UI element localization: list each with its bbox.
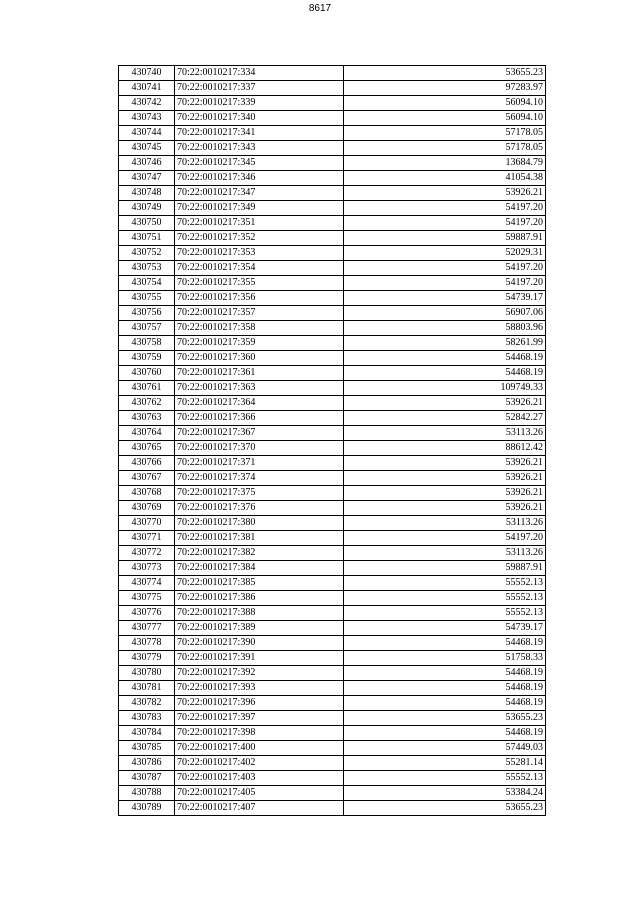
table-row xyxy=(119,66,546,81)
table-row xyxy=(119,561,546,576)
value-cell: 54197.20 xyxy=(344,216,546,231)
table-row xyxy=(119,306,546,321)
registry-table xyxy=(118,65,546,816)
cadastral-number-cell: 70:22:0010217:376 xyxy=(175,501,344,516)
value-cell: 54739.17 xyxy=(344,291,546,306)
table-row xyxy=(119,486,546,501)
row-id-cell: 430748 xyxy=(119,186,175,201)
row-id-cell: 430786 xyxy=(119,756,175,771)
table-row xyxy=(119,246,546,261)
row-id-cell: 430750 xyxy=(119,216,175,231)
value-cell: 53926.21 xyxy=(344,396,546,411)
table-row xyxy=(119,801,546,816)
value-cell: 54468.19 xyxy=(344,351,546,366)
table-row xyxy=(119,276,546,291)
table-row xyxy=(119,576,546,591)
table-row xyxy=(119,111,546,126)
row-id-cell: 430744 xyxy=(119,126,175,141)
cadastral-number-cell: 70:22:0010217:346 xyxy=(175,171,344,186)
cadastral-number-cell: 70:22:0010217:360 xyxy=(175,351,344,366)
cadastral-number-cell: 70:22:0010217:370 xyxy=(175,441,344,456)
value-cell: 53926.21 xyxy=(344,486,546,501)
table-row xyxy=(119,321,546,336)
cadastral-number-cell: 70:22:0010217:367 xyxy=(175,426,344,441)
value-cell: 57178.05 xyxy=(344,126,546,141)
cadastral-number-cell: 70:22:0010217:396 xyxy=(175,696,344,711)
table-row xyxy=(119,411,546,426)
table-row xyxy=(119,516,546,531)
row-id-cell: 430788 xyxy=(119,786,175,801)
cadastral-number-cell: 70:22:0010217:393 xyxy=(175,681,344,696)
value-cell: 55552.13 xyxy=(344,576,546,591)
row-id-cell: 430780 xyxy=(119,666,175,681)
cadastral-number-cell: 70:22:0010217:357 xyxy=(175,306,344,321)
value-cell: 57449.03 xyxy=(344,741,546,756)
page-number: 8617 xyxy=(308,3,332,14)
table-row xyxy=(119,141,546,156)
cadastral-number-cell: 70:22:0010217:334 xyxy=(175,66,344,81)
table-row xyxy=(119,366,546,381)
value-cell: 53655.23 xyxy=(344,66,546,81)
table-row xyxy=(119,231,546,246)
cadastral-number-cell: 70:22:0010217:351 xyxy=(175,216,344,231)
cadastral-number-cell: 70:22:0010217:391 xyxy=(175,651,344,666)
value-cell: 59887.91 xyxy=(344,231,546,246)
value-cell: 56907.06 xyxy=(344,306,546,321)
cadastral-number-cell: 70:22:0010217:349 xyxy=(175,201,344,216)
value-cell: 54197.20 xyxy=(344,201,546,216)
cadastral-number-cell: 70:22:0010217:354 xyxy=(175,261,344,276)
table-row xyxy=(119,591,546,606)
value-cell: 56094.10 xyxy=(344,96,546,111)
value-cell: 53113.26 xyxy=(344,546,546,561)
row-id-cell: 430766 xyxy=(119,456,175,471)
cadastral-number-cell: 70:22:0010217:337 xyxy=(175,81,344,96)
table-row xyxy=(119,126,546,141)
cadastral-number-cell: 70:22:0010217:388 xyxy=(175,606,344,621)
cadastral-number-cell: 70:22:0010217:397 xyxy=(175,711,344,726)
table-row xyxy=(119,531,546,546)
row-id-cell: 430763 xyxy=(119,411,175,426)
table-row xyxy=(119,651,546,666)
value-cell: 58261.99 xyxy=(344,336,546,351)
row-id-cell: 430782 xyxy=(119,696,175,711)
value-cell: 54197.20 xyxy=(344,531,546,546)
row-id-cell: 430755 xyxy=(119,291,175,306)
cadastral-number-cell: 70:22:0010217:359 xyxy=(175,336,344,351)
cadastral-number-cell: 70:22:0010217:398 xyxy=(175,726,344,741)
row-id-cell: 430781 xyxy=(119,681,175,696)
cadastral-number-cell: 70:22:0010217:380 xyxy=(175,516,344,531)
value-cell: 59887.91 xyxy=(344,561,546,576)
value-cell: 54468.19 xyxy=(344,366,546,381)
value-cell: 88612.42 xyxy=(344,441,546,456)
table-row xyxy=(119,681,546,696)
row-id-cell: 430779 xyxy=(119,651,175,666)
cadastral-number-cell: 70:22:0010217:339 xyxy=(175,96,344,111)
row-id-cell: 430749 xyxy=(119,201,175,216)
cadastral-number-cell: 70:22:0010217:341 xyxy=(175,126,344,141)
value-cell: 52842.27 xyxy=(344,411,546,426)
row-id-cell: 430777 xyxy=(119,621,175,636)
row-id-cell: 430785 xyxy=(119,741,175,756)
row-id-cell: 430774 xyxy=(119,576,175,591)
table-row xyxy=(119,726,546,741)
value-cell: 53926.21 xyxy=(344,186,546,201)
table-row xyxy=(119,636,546,651)
value-cell: 55552.13 xyxy=(344,771,546,786)
row-id-cell: 430751 xyxy=(119,231,175,246)
row-id-cell: 430787 xyxy=(119,771,175,786)
table-row xyxy=(119,741,546,756)
row-id-cell: 430747 xyxy=(119,171,175,186)
row-id-cell: 430775 xyxy=(119,591,175,606)
cadastral-number-cell: 70:22:0010217:392 xyxy=(175,666,344,681)
cadastral-number-cell: 70:22:0010217:384 xyxy=(175,561,344,576)
table-row xyxy=(119,351,546,366)
cadastral-number-cell: 70:22:0010217:400 xyxy=(175,741,344,756)
table-row xyxy=(119,381,546,396)
cadastral-number-cell: 70:22:0010217:382 xyxy=(175,546,344,561)
cadastral-number-cell: 70:22:0010217:347 xyxy=(175,186,344,201)
table-row xyxy=(119,456,546,471)
value-cell: 53926.21 xyxy=(344,501,546,516)
cadastral-number-cell: 70:22:0010217:375 xyxy=(175,486,344,501)
value-cell: 54468.19 xyxy=(344,666,546,681)
value-cell: 51758.33 xyxy=(344,651,546,666)
value-cell: 53655.23 xyxy=(344,801,546,816)
row-id-cell: 430771 xyxy=(119,531,175,546)
row-id-cell: 430768 xyxy=(119,486,175,501)
table-row xyxy=(119,471,546,486)
row-id-cell: 430743 xyxy=(119,111,175,126)
table-row xyxy=(119,261,546,276)
table-row xyxy=(119,171,546,186)
table-row xyxy=(119,81,546,96)
value-cell: 54468.19 xyxy=(344,681,546,696)
row-id-cell: 430778 xyxy=(119,636,175,651)
row-id-cell: 430758 xyxy=(119,336,175,351)
row-id-cell: 430754 xyxy=(119,276,175,291)
value-cell: 41054.38 xyxy=(344,171,546,186)
row-id-cell: 430746 xyxy=(119,156,175,171)
row-id-cell: 430765 xyxy=(119,441,175,456)
table-row xyxy=(119,546,546,561)
row-id-cell: 430784 xyxy=(119,726,175,741)
value-cell: 54468.19 xyxy=(344,726,546,741)
cadastral-number-cell: 70:22:0010217:343 xyxy=(175,141,344,156)
row-id-cell: 430760 xyxy=(119,366,175,381)
row-id-cell: 430772 xyxy=(119,546,175,561)
cadastral-number-cell: 70:22:0010217:361 xyxy=(175,366,344,381)
table-row xyxy=(119,666,546,681)
table-row xyxy=(119,336,546,351)
value-cell: 53384.24 xyxy=(344,786,546,801)
table-row xyxy=(119,756,546,771)
row-id-cell: 430789 xyxy=(119,801,175,816)
table-row xyxy=(119,711,546,726)
registry-table-body xyxy=(119,66,546,816)
row-id-cell: 430783 xyxy=(119,711,175,726)
row-id-cell: 430745 xyxy=(119,141,175,156)
value-cell: 54468.19 xyxy=(344,696,546,711)
value-cell: 56094.10 xyxy=(344,111,546,126)
cadastral-number-cell: 70:22:0010217:353 xyxy=(175,246,344,261)
table-row xyxy=(119,201,546,216)
row-id-cell: 430741 xyxy=(119,81,175,96)
row-id-cell: 430752 xyxy=(119,246,175,261)
cadastral-number-cell: 70:22:0010217:352 xyxy=(175,231,344,246)
value-cell: 53926.21 xyxy=(344,456,546,471)
row-id-cell: 430753 xyxy=(119,261,175,276)
cadastral-number-cell: 70:22:0010217:356 xyxy=(175,291,344,306)
cadastral-number-cell: 70:22:0010217:374 xyxy=(175,471,344,486)
cadastral-number-cell: 70:22:0010217:390 xyxy=(175,636,344,651)
row-id-cell: 430740 xyxy=(119,66,175,81)
value-cell: 52029.31 xyxy=(344,246,546,261)
cadastral-number-cell: 70:22:0010217:405 xyxy=(175,786,344,801)
table-row xyxy=(119,426,546,441)
value-cell: 53113.26 xyxy=(344,516,546,531)
value-cell: 54197.20 xyxy=(344,261,546,276)
value-cell: 13684.79 xyxy=(344,156,546,171)
row-id-cell: 430764 xyxy=(119,426,175,441)
cadastral-number-cell: 70:22:0010217:358 xyxy=(175,321,344,336)
table-row xyxy=(119,156,546,171)
value-cell: 58803.96 xyxy=(344,321,546,336)
table-row xyxy=(119,696,546,711)
table-row xyxy=(119,441,546,456)
row-id-cell: 430767 xyxy=(119,471,175,486)
row-id-cell: 430757 xyxy=(119,321,175,336)
cadastral-number-cell: 70:22:0010217:381 xyxy=(175,531,344,546)
cadastral-number-cell: 70:22:0010217:363 xyxy=(175,381,344,396)
table-row xyxy=(119,96,546,111)
value-cell: 109749.33 xyxy=(344,381,546,396)
cadastral-number-cell: 70:22:0010217:371 xyxy=(175,456,344,471)
cadastral-number-cell: 70:22:0010217:355 xyxy=(175,276,344,291)
cadastral-number-cell: 70:22:0010217:389 xyxy=(175,621,344,636)
table-row xyxy=(119,621,546,636)
row-id-cell: 430742 xyxy=(119,96,175,111)
cadastral-number-cell: 70:22:0010217:402 xyxy=(175,756,344,771)
table-row xyxy=(119,396,546,411)
cadastral-number-cell: 70:22:0010217:407 xyxy=(175,801,344,816)
row-id-cell: 430769 xyxy=(119,501,175,516)
value-cell: 55552.13 xyxy=(344,591,546,606)
cadastral-number-cell: 70:22:0010217:366 xyxy=(175,411,344,426)
value-cell: 54739.17 xyxy=(344,621,546,636)
cadastral-number-cell: 70:22:0010217:340 xyxy=(175,111,344,126)
value-cell: 57178.05 xyxy=(344,141,546,156)
value-cell: 54468.19 xyxy=(344,636,546,651)
row-id-cell: 430756 xyxy=(119,306,175,321)
value-cell: 97283.97 xyxy=(344,81,546,96)
row-id-cell: 430773 xyxy=(119,561,175,576)
value-cell: 53655.23 xyxy=(344,711,546,726)
value-cell: 55281.14 xyxy=(344,756,546,771)
row-id-cell: 430770 xyxy=(119,516,175,531)
table-row xyxy=(119,186,546,201)
row-id-cell: 430762 xyxy=(119,396,175,411)
cadastral-number-cell: 70:22:0010217:345 xyxy=(175,156,344,171)
table-row xyxy=(119,606,546,621)
row-id-cell: 430776 xyxy=(119,606,175,621)
cadastral-number-cell: 70:22:0010217:386 xyxy=(175,591,344,606)
row-id-cell: 430761 xyxy=(119,381,175,396)
table-row xyxy=(119,501,546,516)
value-cell: 54197.20 xyxy=(344,276,546,291)
cadastral-number-cell: 70:22:0010217:364 xyxy=(175,396,344,411)
table-row xyxy=(119,216,546,231)
table-row xyxy=(119,291,546,306)
value-cell: 55552.13 xyxy=(344,606,546,621)
value-cell: 53113.26 xyxy=(344,426,546,441)
table-row xyxy=(119,786,546,801)
table-row xyxy=(119,771,546,786)
cadastral-number-cell: 70:22:0010217:403 xyxy=(175,771,344,786)
value-cell: 53926.21 xyxy=(344,471,546,486)
cadastral-number-cell: 70:22:0010217:385 xyxy=(175,576,344,591)
row-id-cell: 430759 xyxy=(119,351,175,366)
